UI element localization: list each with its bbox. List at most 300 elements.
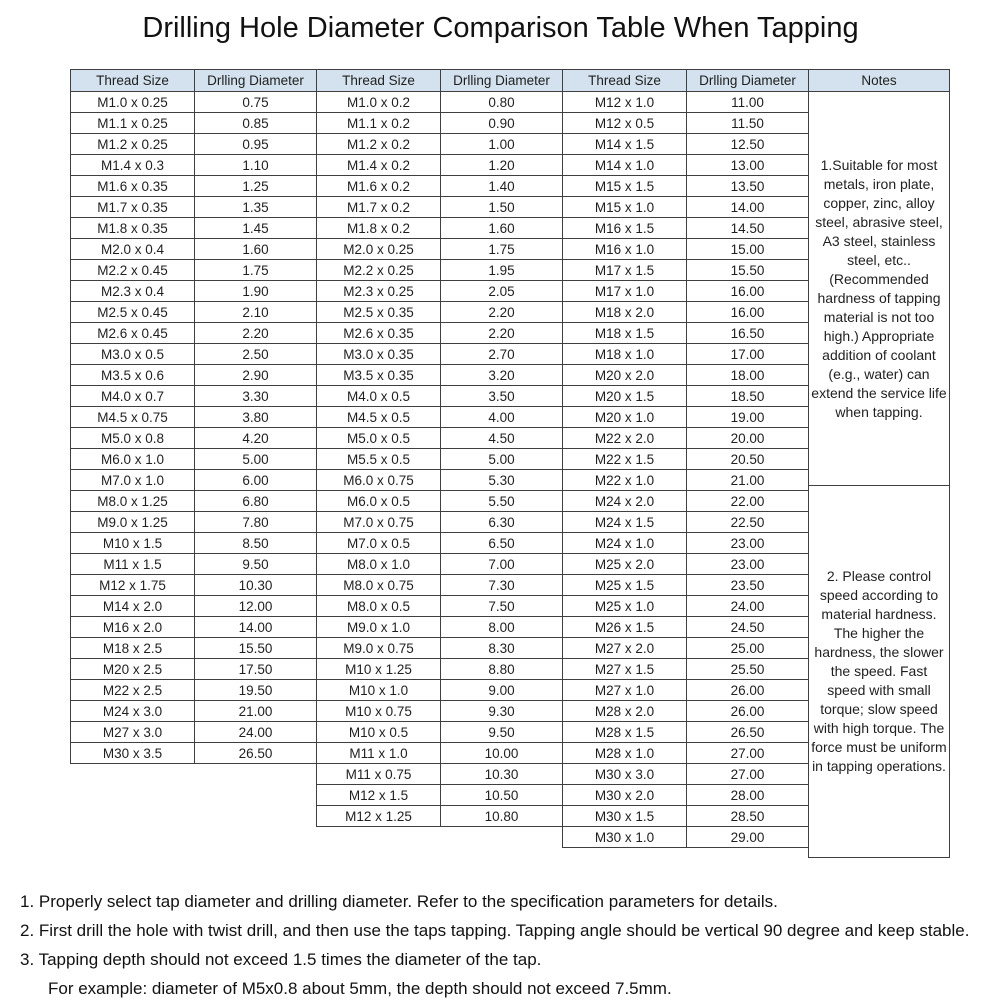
table-row (317, 92, 563, 113)
table-row (71, 659, 317, 680)
table-row (563, 134, 809, 155)
drilling-diameter-cell: 25.00 (687, 638, 809, 659)
drilling-diameter-cell: 1.40 (441, 176, 563, 197)
drilling-diameter-cell: 21.00 (687, 470, 809, 491)
drilling-diameter-cell: 7.80 (195, 512, 317, 533)
thread-size-cell: M5.5 x 0.5 (317, 449, 441, 470)
drilling-diameter-cell: 1.45 (195, 218, 317, 239)
thread-size-cell: M9.0 x 0.75 (317, 638, 441, 659)
drilling-diameter-cell: 27.00 (687, 743, 809, 764)
drilling-diameter-cell: 12.00 (195, 596, 317, 617)
thread-size-cell: M30 x 3.0 (563, 764, 687, 785)
table-row (71, 134, 317, 155)
table-row (317, 638, 563, 659)
thread-size-cell: M18 x 1.5 (563, 323, 687, 344)
thread-size-cell: M30 x 1.5 (563, 806, 687, 827)
table-row (317, 344, 563, 365)
thread-size-cell: M5.0 x 0.5 (317, 428, 441, 449)
thread-size-cell: M8.0 x 0.75 (317, 575, 441, 596)
drilling-diameter-cell: 23.00 (687, 554, 809, 575)
table-row (317, 365, 563, 386)
drilling-diameter-cell: 2.70 (441, 344, 563, 365)
header-row (563, 70, 809, 92)
table-row (71, 701, 317, 722)
drilling-diameter-cell: 10.80 (441, 806, 563, 827)
thread-size-cell: M17 x 1.5 (563, 260, 687, 281)
table-row (563, 764, 809, 785)
table-row (563, 449, 809, 470)
drilling-diameter-cell: 26.50 (687, 722, 809, 743)
drilling-diameter-cell: 10.30 (441, 764, 563, 785)
drilling-diameter-cell: 1.90 (195, 281, 317, 302)
drilling-diameter-cell: 17.50 (195, 659, 317, 680)
thread-size-cell: M25 x 1.0 (563, 596, 687, 617)
thread-size-cell: M18 x 2.5 (71, 638, 195, 659)
thread-size-cell: M1.4 x 0.2 (317, 155, 441, 176)
drilling-diameter-cell: 25.50 (687, 659, 809, 680)
thread-size-cell: M25 x 1.5 (563, 575, 687, 596)
table-row (71, 197, 317, 218)
footer-note-2: 2. First drill the hole with twist drill, and then use the taps tapping. Tapping angle should be vertical 90 degree and keep stable. (20, 921, 970, 940)
thread-size-cell: M16 x 1.5 (563, 218, 687, 239)
drilling-diameter-cell: 4.20 (195, 428, 317, 449)
drilling-diameter-cell: 2.20 (195, 323, 317, 344)
drilling-diameter-cell: 8.50 (195, 533, 317, 554)
drilling-diameter-cell: 8.30 (441, 638, 563, 659)
drilling-diameter-cell: 3.20 (441, 365, 563, 386)
drilling-diameter-cell: 8.00 (441, 617, 563, 638)
column-header-thread-size: Thread Size (71, 70, 195, 92)
table-row (71, 428, 317, 449)
table-row (317, 554, 563, 575)
drilling-diameter-cell: 7.50 (441, 596, 563, 617)
thread-size-cell: M24 x 2.0 (563, 491, 687, 512)
drilling-diameter-cell: 9.50 (441, 722, 563, 743)
table-row (71, 155, 317, 176)
thread-size-cell: M11 x 0.75 (317, 764, 441, 785)
table-row (71, 260, 317, 281)
table-row (317, 218, 563, 239)
thread-table-group-1 (70, 69, 317, 764)
table-row (563, 617, 809, 638)
drilling-diameter-cell: 1.25 (195, 176, 317, 197)
drilling-diameter-cell: 22.00 (687, 491, 809, 512)
table-row (71, 344, 317, 365)
thread-size-cell: M25 x 2.0 (563, 554, 687, 575)
table-row (317, 575, 563, 596)
table-row (563, 491, 809, 512)
header-row (809, 70, 950, 92)
table-row (317, 176, 563, 197)
drilling-diameter-cell: 28.50 (687, 806, 809, 827)
drilling-diameter-cell: 6.80 (195, 491, 317, 512)
drilling-diameter-cell: 12.50 (687, 134, 809, 155)
thread-size-cell: M2.3 x 0.25 (317, 281, 441, 302)
thread-size-cell: M12 x 0.5 (563, 113, 687, 134)
drilling-diameter-cell: 2.20 (441, 302, 563, 323)
drilling-diameter-cell: 0.85 (195, 113, 317, 134)
drilling-diameter-cell: 7.00 (441, 554, 563, 575)
thread-size-cell: M15 x 1.5 (563, 176, 687, 197)
thread-size-cell: M1.2 x 0.25 (71, 134, 195, 155)
thread-size-cell: M2.5 x 0.45 (71, 302, 195, 323)
thread-size-cell: M1.7 x 0.35 (71, 197, 195, 218)
table-row (71, 92, 317, 113)
thread-size-cell: M12 x 1.0 (563, 92, 687, 113)
thread-size-cell: M1.6 x 0.35 (71, 176, 195, 197)
header-row (71, 70, 317, 92)
table-row (563, 281, 809, 302)
drilling-diameter-cell: 10.30 (195, 575, 317, 596)
thread-size-cell: M20 x 2.5 (71, 659, 195, 680)
thread-size-cell: M9.0 x 1.0 (317, 617, 441, 638)
thread-size-cell: M12 x 1.5 (317, 785, 441, 806)
table-row (563, 701, 809, 722)
thread-size-cell: M27 x 1.0 (563, 680, 687, 701)
drilling-diameter-cell: 14.00 (687, 197, 809, 218)
drilling-diameter-cell: 2.05 (441, 281, 563, 302)
drilling-diameter-cell: 5.00 (441, 449, 563, 470)
thread-size-cell: M1.4 x 0.3 (71, 155, 195, 176)
table-row (71, 617, 317, 638)
table-row (563, 260, 809, 281)
drilling-diameter-cell: 0.80 (441, 92, 563, 113)
table-row (317, 659, 563, 680)
thread-size-cell: M1.8 x 0.2 (317, 218, 441, 239)
drilling-diameter-cell: 11.00 (687, 92, 809, 113)
thread-size-cell: M3.0 x 0.35 (317, 344, 441, 365)
table-row (71, 239, 317, 260)
thread-size-cell: M1.1 x 0.2 (317, 113, 441, 134)
thread-size-cell: M8.0 x 1.25 (71, 491, 195, 512)
table-row (71, 533, 317, 554)
thread-size-cell: M22 x 2.0 (563, 428, 687, 449)
thread-size-cell: M2.2 x 0.45 (71, 260, 195, 281)
table-row (317, 428, 563, 449)
thread-size-cell: M1.0 x 0.25 (71, 92, 195, 113)
drilling-diameter-cell: 8.80 (441, 659, 563, 680)
table-row (317, 617, 563, 638)
thread-size-cell: M4.5 x 0.75 (71, 407, 195, 428)
drilling-diameter-cell: 11.50 (687, 113, 809, 134)
table-row (317, 113, 563, 134)
drilling-diameter-cell: 16.50 (687, 323, 809, 344)
thread-size-cell: M18 x 1.0 (563, 344, 687, 365)
table-row (563, 155, 809, 176)
drilling-diameter-cell: 3.50 (441, 386, 563, 407)
thread-size-cell: M6.0 x 1.0 (71, 449, 195, 470)
table-row (317, 680, 563, 701)
drilling-diameter-cell: 5.30 (441, 470, 563, 491)
drilling-diameter-cell: 2.90 (195, 365, 317, 386)
thread-size-cell: M4.0 x 0.7 (71, 386, 195, 407)
thread-size-cell: M6.0 x 0.75 (317, 470, 441, 491)
drilling-diameter-cell: 10.50 (441, 785, 563, 806)
table-row (317, 470, 563, 491)
table-row (563, 407, 809, 428)
table-row (563, 722, 809, 743)
thread-size-cell: M5.0 x 0.8 (71, 428, 195, 449)
table-row (71, 386, 317, 407)
drilling-diameter-cell: 22.50 (687, 512, 809, 533)
thread-size-cell: M14 x 2.0 (71, 596, 195, 617)
thread-size-cell: M2.2 x 0.25 (317, 260, 441, 281)
thread-size-cell: M28 x 2.0 (563, 701, 687, 722)
table-row (71, 176, 317, 197)
thread-size-cell: M1.6 x 0.2 (317, 176, 441, 197)
drilling-diameter-cell: 0.75 (195, 92, 317, 113)
drilling-diameter-cell: 13.00 (687, 155, 809, 176)
table-row (71, 491, 317, 512)
thread-size-cell: M2.5 x 0.35 (317, 302, 441, 323)
thread-size-cell: M10 x 1.5 (71, 533, 195, 554)
thread-size-cell: M17 x 1.0 (563, 281, 687, 302)
drilling-diameter-cell: 3.30 (195, 386, 317, 407)
table-row (71, 449, 317, 470)
table-row (71, 407, 317, 428)
drilling-diameter-cell: 9.50 (195, 554, 317, 575)
table-row (317, 449, 563, 470)
thread-size-cell: M16 x 2.0 (71, 617, 195, 638)
thread-size-cell: M28 x 1.5 (563, 722, 687, 743)
thread-size-cell: M30 x 2.0 (563, 785, 687, 806)
drilling-diameter-cell: 24.00 (195, 722, 317, 743)
column-header-thread-size: Thread Size (317, 70, 441, 92)
drilling-diameter-cell: 6.30 (441, 512, 563, 533)
thread-size-cell: M24 x 1.0 (563, 533, 687, 554)
thread-size-cell: M14 x 1.5 (563, 134, 687, 155)
table-row (71, 680, 317, 701)
drilling-diameter-cell: 5.50 (441, 491, 563, 512)
table-row (317, 806, 563, 827)
table-row (563, 596, 809, 617)
table-row (563, 428, 809, 449)
table-row (317, 512, 563, 533)
table-row (563, 197, 809, 218)
table-row (563, 806, 809, 827)
drilling-diameter-cell: 20.50 (687, 449, 809, 470)
drilling-diameter-cell: 1.75 (441, 239, 563, 260)
table-row (563, 827, 809, 848)
notes-row (809, 92, 950, 486)
footer-note-4: For example: diameter of M5x0.8 about 5mm, the depth should not exceed 7.5mm. (48, 979, 672, 998)
note-1: 1.Suitable for most metals, iron plate, copper, zinc, alloy steel, abrasive steel, A3 steel, stainless steel, etc..(Recommended hardness of tapping material is not too high.) Appropriate addition of coolant (e.g., water) can extend the service life when tapping. (809, 92, 950, 486)
table-row (563, 365, 809, 386)
drilling-diameter-cell: 2.10 (195, 302, 317, 323)
table-row (317, 407, 563, 428)
table-row (563, 785, 809, 806)
drilling-diameter-cell: 26.00 (687, 680, 809, 701)
table-row (317, 764, 563, 785)
table-row (563, 344, 809, 365)
thread-size-cell: M1.7 x 0.2 (317, 197, 441, 218)
table-row (563, 323, 809, 344)
thread-size-cell: M20 x 1.0 (563, 407, 687, 428)
table-row (317, 785, 563, 806)
table-row (71, 281, 317, 302)
thread-size-cell: M30 x 3.5 (71, 743, 195, 764)
thread-size-cell: M2.0 x 0.25 (317, 239, 441, 260)
drilling-diameter-cell: 6.00 (195, 470, 317, 491)
table-row (317, 281, 563, 302)
drilling-diameter-cell: 29.00 (687, 827, 809, 848)
thread-size-cell: M26 x 1.5 (563, 617, 687, 638)
thread-size-cell: M7.0 x 1.0 (71, 470, 195, 491)
drilling-diameter-cell: 9.00 (441, 680, 563, 701)
thread-table-group-3 (562, 69, 809, 848)
column-header-notes: Notes (809, 70, 950, 92)
drilling-diameter-cell: 1.50 (441, 197, 563, 218)
thread-size-cell: M18 x 2.0 (563, 302, 687, 323)
table-row (563, 92, 809, 113)
footer-notes (20, 892, 990, 1008)
drilling-diameter-cell: 26.50 (195, 743, 317, 764)
thread-size-cell: M8.0 x 0.5 (317, 596, 441, 617)
comparison-table (70, 69, 950, 858)
thread-size-cell: M10 x 1.25 (317, 659, 441, 680)
thread-size-cell: M27 x 1.5 (563, 659, 687, 680)
thread-size-cell: M4.5 x 0.5 (317, 407, 441, 428)
thread-size-cell: M4.0 x 0.5 (317, 386, 441, 407)
drilling-diameter-cell: 15.50 (687, 260, 809, 281)
thread-size-cell: M14 x 1.0 (563, 155, 687, 176)
table-row (317, 701, 563, 722)
table-row (317, 491, 563, 512)
drilling-diameter-cell: 1.20 (441, 155, 563, 176)
thread-size-cell: M7.0 x 0.75 (317, 512, 441, 533)
thread-size-cell: M30 x 1.0 (563, 827, 687, 848)
table-row (317, 596, 563, 617)
table-row (71, 575, 317, 596)
drilling-diameter-cell: 19.50 (195, 680, 317, 701)
thread-size-cell: M1.2 x 0.2 (317, 134, 441, 155)
thread-size-cell: M28 x 1.0 (563, 743, 687, 764)
thread-size-cell: M8.0 x 1.0 (317, 554, 441, 575)
table-row (563, 302, 809, 323)
table-row (563, 218, 809, 239)
page-title: Drilling Hole Diameter Comparison Table When Tapping (142, 12, 859, 44)
drilling-diameter-cell: 1.35 (195, 197, 317, 218)
table-row (563, 554, 809, 575)
table-row (563, 176, 809, 197)
column-header-drilling-diameter: Drlling Diameter (687, 70, 809, 92)
table-row (317, 323, 563, 344)
table-row (71, 512, 317, 533)
note-2: 2. Please control speed according to material hardness. The higher the hardness, the slower the speed. Fast speed with small torque; slow speed with high torque. The force must be uniform in tapping operations. (809, 486, 950, 858)
drilling-diameter-cell: 2.50 (195, 344, 317, 365)
table-row (317, 134, 563, 155)
thread-size-cell: M2.6 x 0.35 (317, 323, 441, 344)
drilling-diameter-cell: 14.50 (687, 218, 809, 239)
thread-size-cell: M10 x 1.0 (317, 680, 441, 701)
table-row (563, 113, 809, 134)
table-row (563, 533, 809, 554)
table-row (71, 302, 317, 323)
drilling-diameter-cell: 4.50 (441, 428, 563, 449)
table-row (71, 323, 317, 344)
table-row (317, 533, 563, 554)
table-row (317, 197, 563, 218)
drilling-diameter-cell: 14.00 (195, 617, 317, 638)
drilling-diameter-cell: 4.00 (441, 407, 563, 428)
thread-size-cell: M15 x 1.0 (563, 197, 687, 218)
drilling-diameter-cell: 2.20 (441, 323, 563, 344)
thread-size-cell: M24 x 1.5 (563, 512, 687, 533)
table-row (71, 554, 317, 575)
drilling-diameter-cell: 21.00 (195, 701, 317, 722)
drilling-diameter-cell: 1.10 (195, 155, 317, 176)
footer-note-1: 1. Properly select tap diameter and drilling diameter. Refer to the specification parameters for details. (20, 892, 778, 911)
footer-note-3: 3. Tapping depth should not exceed 1.5 times the diameter of the tap. (20, 950, 542, 969)
table-row (317, 302, 563, 323)
drilling-diameter-cell: 23.50 (687, 575, 809, 596)
drilling-diameter-cell: 24.00 (687, 596, 809, 617)
column-header-drilling-diameter: Drlling Diameter (195, 70, 317, 92)
table-row (317, 722, 563, 743)
thread-size-cell: M12 x 1.25 (317, 806, 441, 827)
table-row (563, 470, 809, 491)
drilling-diameter-cell: 5.00 (195, 449, 317, 470)
drilling-diameter-cell: 0.90 (441, 113, 563, 134)
table-row (71, 743, 317, 764)
thread-size-cell: M22 x 2.5 (71, 680, 195, 701)
drilling-diameter-cell: 0.95 (195, 134, 317, 155)
drilling-diameter-cell: 28.00 (687, 785, 809, 806)
thread-size-cell: M6.0 x 0.5 (317, 491, 441, 512)
drilling-diameter-cell: 20.00 (687, 428, 809, 449)
drilling-diameter-cell: 23.00 (687, 533, 809, 554)
table-row (563, 575, 809, 596)
table-row (71, 722, 317, 743)
drilling-diameter-cell: 27.00 (687, 764, 809, 785)
thread-size-cell: M10 x 0.5 (317, 722, 441, 743)
thread-size-cell: M1.1 x 0.25 (71, 113, 195, 134)
thread-table-group-2 (316, 69, 563, 827)
notes-column (808, 69, 950, 858)
column-header-drilling-diameter: Drlling Diameter (441, 70, 563, 92)
drilling-diameter-cell: 24.50 (687, 617, 809, 638)
thread-size-cell: M3.5 x 0.35 (317, 365, 441, 386)
table-row (563, 512, 809, 533)
drilling-diameter-cell: 1.60 (441, 218, 563, 239)
drilling-diameter-cell: 3.80 (195, 407, 317, 428)
drilling-diameter-cell: 18.50 (687, 386, 809, 407)
table-row (71, 218, 317, 239)
thread-size-cell: M2.3 x 0.4 (71, 281, 195, 302)
table-row (563, 638, 809, 659)
thread-size-cell: M11 x 1.0 (317, 743, 441, 764)
drilling-diameter-cell: 9.30 (441, 701, 563, 722)
table-row (563, 680, 809, 701)
table-row (563, 386, 809, 407)
drilling-diameter-cell: 16.00 (687, 302, 809, 323)
thread-size-cell: M27 x 3.0 (71, 722, 195, 743)
drilling-diameter-cell: 1.00 (441, 134, 563, 155)
thread-size-cell: M22 x 1.5 (563, 449, 687, 470)
drilling-diameter-cell: 7.30 (441, 575, 563, 596)
drilling-diameter-cell: 10.00 (441, 743, 563, 764)
drilling-diameter-cell: 15.00 (687, 239, 809, 260)
thread-size-cell: M2.6 x 0.45 (71, 323, 195, 344)
drilling-diameter-cell: 1.60 (195, 239, 317, 260)
thread-size-cell: M20 x 1.5 (563, 386, 687, 407)
table-row (563, 659, 809, 680)
table-row (71, 638, 317, 659)
header-row (317, 70, 563, 92)
thread-size-cell: M11 x 1.5 (71, 554, 195, 575)
drilling-diameter-cell: 18.00 (687, 365, 809, 386)
notes-row (809, 486, 950, 858)
